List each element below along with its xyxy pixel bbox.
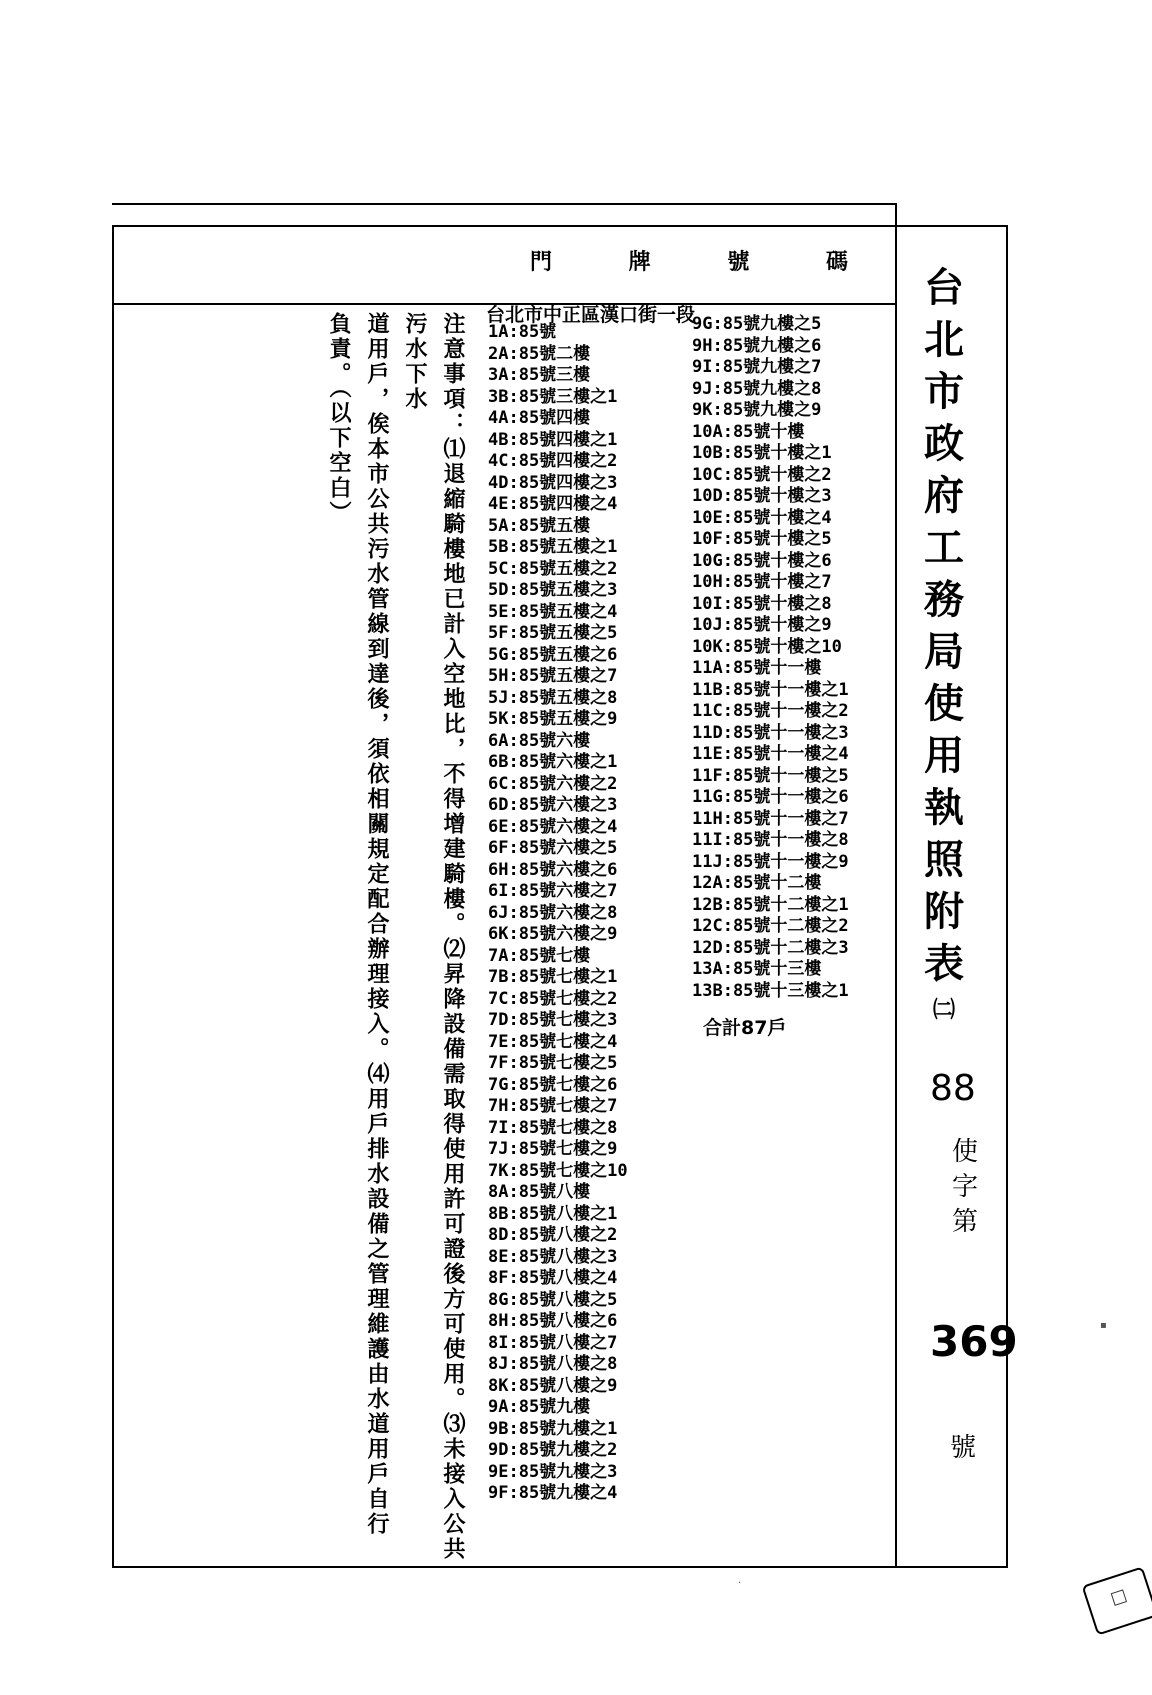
header-char: 號: [727, 249, 752, 275]
address-item: 5C:85號五樓之2: [488, 558, 618, 579]
title-char: 局: [924, 628, 964, 675]
header-char: 牌: [628, 249, 653, 275]
title-suffix: ㈡: [932, 997, 955, 1023]
total-households: 合計87戶: [703, 1017, 787, 1039]
address-item: 4B:85號四樓之1: [488, 429, 618, 450]
address-item: 11F:85號十一樓之5: [692, 765, 849, 786]
address-item: 11G:85號十一樓之6: [692, 787, 849, 807]
address-item: 9F:85號九樓之4: [488, 1483, 618, 1503]
address-item: 10H:85號十樓之7: [692, 572, 832, 592]
address-list-1: [488, 322, 628, 1505]
address-item: 5H:85號五樓之7: [488, 666, 618, 686]
address-item: 7I:85號七樓之8: [488, 1117, 618, 1138]
address-item: 5E:85號五樓之4: [488, 601, 618, 622]
address-item: 9I:85號九樓之7: [692, 357, 822, 377]
address-item: 11I:85號十一樓之8: [692, 830, 849, 850]
address-item: 9D:85號九樓之2: [488, 1440, 618, 1460]
title-char: 府: [924, 472, 964, 519]
address-item: 4C:85號四樓之2: [488, 451, 618, 471]
title-char: 執: [924, 784, 964, 831]
note-line: 負責。（以下空白）: [326, 312, 352, 526]
title-char: 台: [924, 264, 964, 311]
address-item: 12A:85號十二樓: [692, 873, 822, 893]
title-char: 使: [924, 680, 964, 727]
address-item: 4A:85號四樓: [488, 408, 591, 428]
address-item: 12D:85號十二樓之3: [692, 937, 849, 958]
address-item: 11B:85號十一樓之1: [692, 679, 849, 700]
address-item: 8K:85號八樓之9: [488, 1375, 618, 1396]
address-item: 7B:85號七樓之1: [488, 967, 618, 987]
address-list-2: [692, 314, 849, 1002]
address-item: 8A:85號八樓: [488, 1182, 591, 1202]
permit-type-char: 字: [951, 1172, 978, 1202]
title-char: 用: [924, 732, 964, 779]
street-name: 台北市中正區漢口街一段: [486, 304, 696, 326]
address-item: 5D:85號五樓之3: [488, 580, 618, 600]
notes-block: [320, 312, 472, 1572]
address-item: 11A:85號十一樓: [692, 658, 822, 678]
address-item: 10K:85號十樓之10: [692, 636, 842, 657]
title-column-divider: [895, 203, 897, 1568]
address-item: 6I:85號六樓之7: [488, 881, 618, 901]
address-item: 6A:85號六樓: [488, 730, 591, 751]
address-item: 5B:85號五樓之1: [488, 537, 618, 557]
address-item: 7J:85號七樓之9: [488, 1139, 618, 1159]
address-item: 4D:85號四樓之3: [488, 472, 618, 493]
address-item: 5F:85號五樓之5: [488, 623, 618, 643]
address-item: 8B:85號八樓之1: [488, 1203, 618, 1224]
address-item: 2A:85號二樓: [488, 343, 591, 364]
address-item: 6D:85號六樓之3: [488, 795, 618, 815]
stamp-seal: ☐: [1082, 1566, 1152, 1635]
address-item: 10F:85號十樓之5: [692, 529, 832, 549]
address-item: 8D:85號八樓之2: [488, 1225, 618, 1245]
address-item: 10J:85號十樓之9: [692, 615, 832, 635]
address-item: 1A:85號: [488, 322, 557, 342]
address-item: 6H:85號六樓之6: [488, 859, 618, 880]
permit-suffix: 號: [950, 1433, 977, 1463]
permit-number: 369: [930, 1317, 1018, 1366]
address-item: 8F:85號八樓之4: [488, 1268, 618, 1288]
address-item: 9H:85號九樓之6: [692, 335, 822, 356]
address-item: 8I:85號八樓之7: [488, 1332, 618, 1353]
address-item: 11E:85號十一樓之4: [692, 744, 849, 764]
note-line: 道用戶，俟本市公共污水管線到達後，須依相關規定配合辦理接入。⑷用戶排水設備之管理維護由水道用戶自行: [364, 312, 390, 1537]
address-item: 9A:85號九樓: [488, 1397, 591, 1417]
address-item: 5G:85號五樓之6: [488, 644, 618, 665]
address-item: 7D:85號七樓之3: [488, 1010, 618, 1030]
address-item: 7E:85號七樓之4: [488, 1031, 618, 1052]
title-char: 市: [924, 368, 964, 415]
address-item: 12B:85號十二樓之1: [692, 894, 849, 915]
title-char: 照: [924, 836, 964, 883]
address-item: 9J:85號九樓之8: [692, 378, 822, 399]
address-item: 10E:85號十樓之4: [692, 507, 832, 528]
header-char: 碼: [825, 249, 850, 275]
address-item: 7H:85號七樓之7: [488, 1096, 618, 1116]
address-item: 11J:85號十一樓之9: [692, 851, 849, 872]
address-item: 6E:85號六樓之4: [488, 816, 618, 837]
title-char: 工: [924, 524, 964, 571]
address-item: 8E:85號八樓之3: [488, 1246, 618, 1267]
address-item: 6K:85號六樓之9: [488, 924, 618, 944]
permit-year: 88: [930, 1068, 976, 1109]
address-item: 9K:85號九樓之9: [692, 400, 822, 420]
title-char: 附: [924, 888, 964, 935]
address-item: 6C:85號六樓之2: [488, 773, 618, 794]
address-item: 7K:85號七樓之10: [488, 1160, 628, 1181]
scan-speck: ·: [738, 1578, 742, 1589]
top-border: [112, 203, 897, 205]
address-item: 9B:85號九樓之1: [488, 1418, 618, 1439]
address-item: 11D:85號十一樓之3: [692, 722, 849, 743]
address-item: 13A:85號十三樓: [692, 959, 822, 979]
title-char: 政: [924, 420, 964, 467]
address-item: 10A:85號十樓: [692, 421, 805, 442]
header-char: 門: [530, 249, 555, 275]
address-item: 3A:85號三樓: [488, 365, 591, 385]
address-item: 10D:85號十樓之3: [692, 486, 832, 506]
address-item: 8H:85號八樓之6: [488, 1311, 618, 1331]
address-item: 3B:85號三樓之1: [488, 386, 618, 407]
title-char: 表: [924, 940, 964, 987]
address-item: 8G:85號八樓之5: [488, 1289, 618, 1310]
title-char: 北: [924, 316, 964, 363]
address-item: 9G:85號九樓之5: [692, 314, 822, 334]
permit-type-char: 第: [951, 1207, 978, 1237]
address-item: 12C:85號十二樓之2: [692, 916, 849, 936]
address-item: 7G:85號七樓之6: [488, 1074, 618, 1095]
address-item: 7F:85號七樓之5: [488, 1053, 618, 1073]
permit-type-char: 使: [951, 1137, 978, 1167]
document-title: [918, 262, 970, 1030]
address-item: 10I:85號十樓之8: [692, 593, 832, 614]
address-item: 7C:85號七樓之2: [488, 988, 618, 1009]
address-item: 5K:85號五樓之9: [488, 709, 618, 729]
address-item: 10G:85號十樓之6: [692, 550, 832, 571]
address-item: 10C:85號十樓之2: [692, 464, 832, 485]
scan-speck: ▪: [1100, 1320, 1107, 1331]
address-item: 7A:85號七樓: [488, 945, 591, 966]
note-line: 注意事項：⑴退縮騎樓地已計入空地比，不得增建騎樓。⑵昇降設備需取得使用許可證後方可使用。⑶未接入公共污水下水: [402, 312, 466, 1562]
address-item: 10B:85號十樓之1: [692, 443, 832, 463]
address-item: 13B:85號十三樓之1: [692, 980, 849, 1001]
address-item: 4E:85號四樓之4: [488, 494, 618, 514]
address-item: 9E:85號九樓之3: [488, 1461, 618, 1482]
address-item: 11H:85號十一樓之7: [692, 808, 849, 829]
address-item: 5J:85號五樓之8: [488, 687, 618, 708]
address-item: 11C:85號十一樓之2: [692, 701, 849, 721]
address-item: 8J:85號八樓之8: [488, 1354, 618, 1374]
column-header: [530, 245, 850, 276]
address-item: 5A:85號五樓: [488, 515, 591, 536]
title-char: 務: [924, 576, 964, 623]
address-item: 6J:85號六樓之8: [488, 902, 618, 923]
address-item: 6B:85號六樓之1: [488, 752, 618, 772]
address-item: 6F:85號六樓之5: [488, 838, 618, 858]
